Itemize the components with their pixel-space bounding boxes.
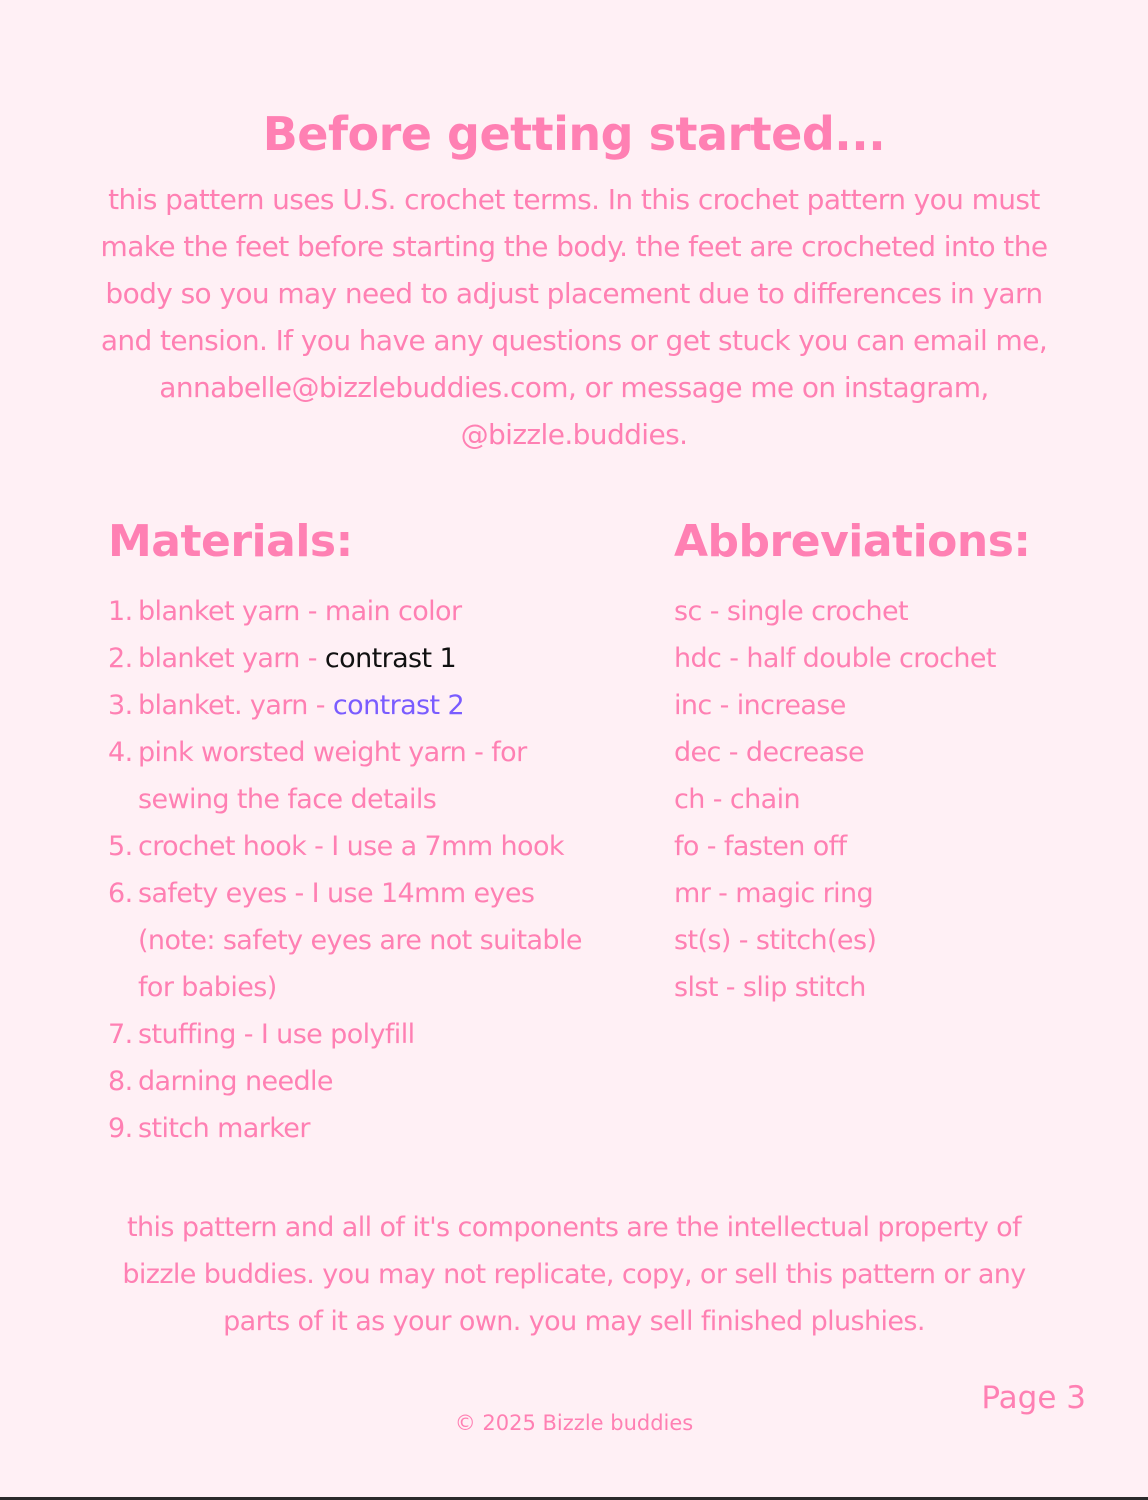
item-text: blanket yarn - main color	[138, 596, 462, 627]
item-number: 5.	[108, 831, 133, 862]
item-number: 1.	[108, 596, 133, 627]
list-item	[108, 682, 608, 729]
item-text: pink worsted weight yarn - for sewing the face details	[138, 737, 527, 815]
list-item	[108, 823, 608, 870]
item-text: crochet hook - I use a 7mm hook	[138, 831, 564, 862]
page-title: Before getting started...	[262, 107, 886, 161]
list-item: ch - chain	[674, 784, 800, 815]
list-item: inc - increase	[674, 690, 846, 721]
list-item	[108, 635, 608, 682]
abbreviations-list	[674, 588, 1094, 1011]
item-text: stitch marker	[138, 1113, 310, 1144]
item-number: 9.	[108, 1113, 133, 1144]
contrast-2-label: contrast 2	[332, 690, 465, 721]
item-number: 3.	[108, 690, 133, 721]
item-text: blanket. yarn -	[138, 690, 333, 721]
copyright-line: © 2025 Bizzle buddies	[454, 1411, 694, 1435]
item-number: 6.	[108, 878, 133, 909]
list-item	[108, 1011, 608, 1058]
item-text: blanket yarn -	[138, 643, 325, 674]
list-item	[108, 588, 608, 635]
item-text: stuffing - I use polyfill	[138, 1019, 415, 1050]
list-item: fo - fasten off	[674, 831, 847, 862]
list-item: slst - slip stitch	[674, 972, 866, 1003]
list-item: sc - single crochet	[674, 596, 908, 627]
list-item: st(s) - stitch(es)	[674, 925, 877, 956]
page-number: Page 3	[981, 1380, 1086, 1416]
contrast-1-label: contrast 1	[324, 643, 457, 674]
copyright-notice: this pattern and all of it's components are the intellectual property of bizzle buddies. you may not replicate, copy, or sell this pattern or any parts of it as your own. you may sell finished plushies.	[122, 1212, 1026, 1337]
list-item	[108, 729, 608, 823]
item-number: 8.	[108, 1066, 133, 1097]
item-number: 4.	[108, 737, 133, 768]
materials-heading: Materials:	[108, 516, 353, 567]
list-item	[108, 1105, 608, 1152]
list-item: mr - magic ring	[674, 878, 874, 909]
list-item: dec - decrease	[674, 737, 865, 768]
item-number: 2.	[108, 643, 133, 674]
list-item	[108, 1058, 608, 1105]
intro-paragraph: this pattern uses U.S. crochet terms. In this crochet pattern you must make the feet before starting the body. the feet are crocheted into the body so you may need to adjust placement due to differences in yarn and tension. If you have any questions or get stuck you can email me, annabelle@bizzlebuddies.com, or message me on instagram, @bizzle.buddies.	[100, 183, 1048, 451]
item-text: darning needle	[138, 1066, 333, 1097]
item-text: safety eyes - I use 14mm eyes (note: safety eyes are not suitable for babies)	[138, 878, 582, 1003]
list-item: hdc - half double crochet	[674, 643, 996, 674]
abbreviations-heading: Abbreviations:	[674, 516, 1031, 567]
materials-list	[108, 588, 608, 1152]
list-item	[108, 870, 608, 1011]
item-number: 7.	[108, 1019, 133, 1050]
